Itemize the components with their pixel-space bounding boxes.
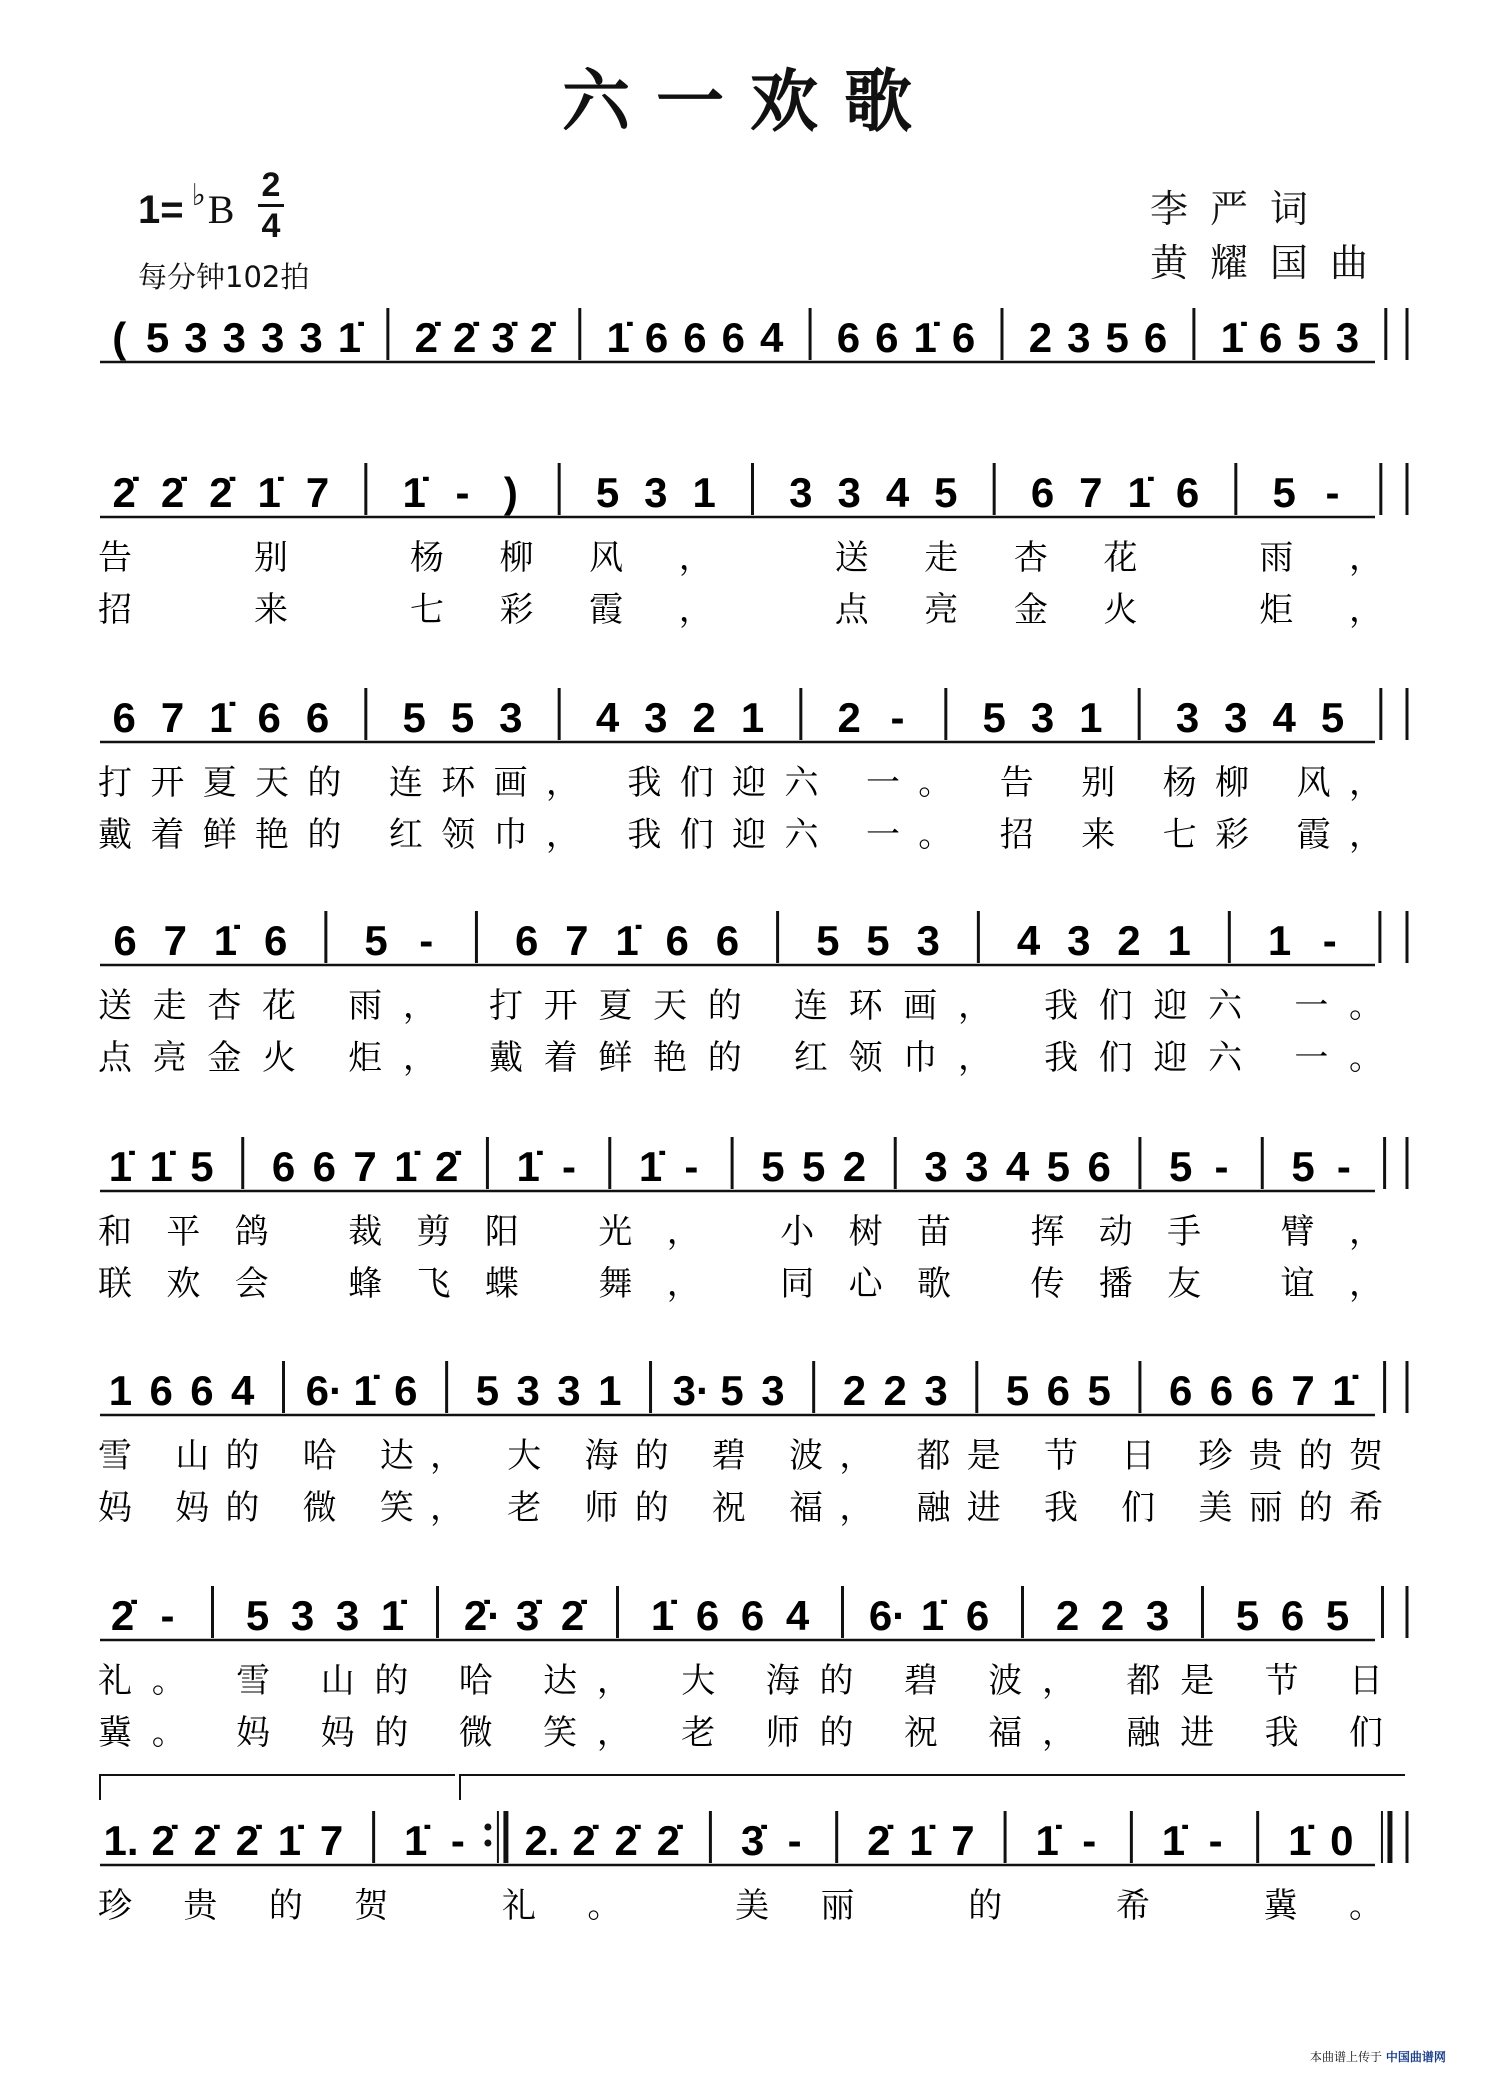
note: 2̇ [151, 1817, 175, 1864]
note: 1̇ [1332, 1367, 1356, 1414]
note: 2 [692, 694, 716, 741]
note: 6 [1143, 314, 1168, 361]
footer-site: 中国曲谱网 [1385, 2050, 1446, 2064]
note: 3 [837, 469, 861, 516]
dash-note: - [1082, 1817, 1097, 1864]
note: 1 [1079, 694, 1103, 741]
note: 3· [672, 1367, 711, 1414]
note: ( [112, 314, 127, 361]
note: 7 [1291, 1367, 1315, 1414]
note: 1̇ [353, 1367, 377, 1414]
note: 5 [982, 694, 1006, 741]
note: 4 [760, 314, 784, 361]
note: 3 [916, 917, 940, 964]
note: 2̇ [560, 1592, 585, 1639]
song-title: 六一欢歌 [561, 63, 938, 142]
note: 1̇ [213, 917, 238, 964]
note: 2 [1100, 1592, 1125, 1639]
dash-note: - [419, 917, 434, 964]
note: 7 [160, 694, 185, 741]
volta-bracket [100, 1775, 455, 1800]
note: 1̇ [257, 469, 281, 516]
note: 2̇· [463, 1592, 502, 1639]
dash-note: - [787, 1817, 802, 1864]
time-signature-top: 2 [261, 166, 281, 204]
note: 5 [816, 917, 840, 964]
note: 6 [305, 694, 330, 741]
note: 2̇ [112, 469, 136, 516]
note: 6 [965, 1592, 990, 1639]
note: 1̇ [1220, 314, 1244, 361]
note: 2̇ [452, 314, 477, 361]
lyric-line: 妈 妈的 微 笑， 老 师的 祝 福， 融进 我 们 美丽的希 [98, 1488, 1384, 1528]
note: 6 [1046, 1367, 1071, 1414]
dash-note: - [1208, 1817, 1223, 1864]
note: 5 [1087, 1367, 1111, 1414]
note: 1 [740, 694, 765, 741]
note: 3 [261, 314, 285, 361]
composer-credit: 黄耀国曲 [1150, 241, 1391, 285]
note: 1̇ [277, 1817, 302, 1864]
note: 1̇ [380, 1592, 405, 1639]
note: 6 [113, 917, 137, 964]
note: 5 [1105, 314, 1129, 361]
note: 5 [1325, 1592, 1350, 1639]
note: 1̇ [404, 1817, 428, 1864]
note: 5 [475, 1367, 500, 1414]
note: 3 [290, 1592, 315, 1639]
note: 6 [740, 1592, 765, 1639]
note: 2. [524, 1817, 560, 1864]
note: 6 [257, 694, 281, 741]
note: 3 [1067, 917, 1091, 964]
note: 3 [516, 1367, 540, 1414]
lyricist-credit: 李严词 [1150, 187, 1331, 231]
note: 2 [1055, 1592, 1080, 1639]
note: 5 [1272, 469, 1296, 516]
note: 1̇ [920, 1592, 945, 1639]
note: 6 [1250, 1367, 1274, 1414]
note: 4 [1272, 694, 1296, 741]
note: 3 [557, 1367, 581, 1414]
note: 5 [595, 469, 620, 516]
note: 5 [801, 1143, 826, 1190]
note: 6 [1175, 469, 1200, 516]
note: 1̇ [209, 694, 233, 741]
note: 2 [842, 1367, 867, 1414]
note: 5 [145, 314, 170, 361]
note: 2̇ [110, 1592, 135, 1639]
note: 7 [565, 917, 589, 964]
note: 7 [305, 469, 330, 516]
note: ) [503, 469, 518, 516]
note: 4 [1005, 1143, 1030, 1190]
note: 7 [1079, 469, 1103, 516]
lyric-line: 告 别 杨柳风， 送走杏花 雨， [98, 538, 1383, 578]
lyric-line: 礼。 雪 山的 哈 达， 大 海的 碧 波， 都是 节 日 [98, 1661, 1383, 1701]
note: 4 [1016, 917, 1041, 964]
note: 6 [1169, 1367, 1193, 1414]
lyric-line: 联欢会 蜂飞蝶 舞， 同心歌 传播友 谊， [98, 1264, 1383, 1304]
note: 2̇ [434, 1143, 459, 1190]
note: 5 [1169, 1143, 1193, 1190]
dash-note: - [1214, 1143, 1229, 1190]
note: 3̇ [491, 314, 515, 361]
tempo-marking: 每分钟102拍 [138, 260, 310, 294]
note: 1̇ [108, 1143, 133, 1190]
key-prefix: 1= [138, 188, 184, 232]
note: 2̇ [572, 1817, 596, 1864]
note: 5 [1005, 1367, 1030, 1414]
note: 6 [271, 1143, 296, 1190]
note: 6 [721, 314, 745, 361]
note: 6 [312, 1143, 336, 1190]
note: 3 [644, 469, 668, 516]
note: 1̇ [913, 314, 937, 361]
note: 3 [965, 1143, 989, 1190]
note: 6 [112, 694, 136, 741]
note: 1 [692, 469, 716, 516]
upload-footer [1310, 2048, 1446, 2065]
note: 1 [108, 1367, 133, 1414]
note: 5 [866, 917, 890, 964]
note: 4 [885, 469, 910, 516]
note: 1̇ [1035, 1817, 1059, 1864]
volta-bracket [460, 1775, 1405, 1800]
lyric-line: 招 来 七彩霞， 点亮金火 炬， [98, 590, 1383, 630]
note: 7 [951, 1817, 975, 1864]
note: 5 [761, 1143, 785, 1190]
repeat-dot [484, 1840, 491, 1847]
note: 3 [924, 1367, 948, 1414]
note: 2 [883, 1367, 907, 1414]
note: 6 [683, 314, 707, 361]
note: 5 [402, 694, 426, 741]
note: 7 [163, 917, 187, 964]
note: 5 [190, 1143, 214, 1190]
dash-note: - [890, 694, 905, 741]
flat-sign: ♭ [191, 178, 206, 213]
note: 4 [595, 694, 620, 741]
time-signature-bottom: 4 [261, 207, 281, 245]
dash-note: - [160, 1592, 175, 1639]
repeat-dot [484, 1824, 491, 1831]
note: 1̇ [606, 314, 630, 361]
note: 3 [1335, 314, 1360, 361]
footer-text: 本曲谱上传于 [1310, 2050, 1383, 2064]
note: 6 [1030, 469, 1055, 516]
lyric-line: 雪 山的 哈 达， 大 海的 碧 波， 都是 节 日 珍贵的贺 [98, 1436, 1384, 1476]
note: 5 [1291, 1143, 1315, 1190]
dash-note: - [561, 1143, 576, 1190]
note: 3 [1224, 694, 1248, 741]
note: 5 [934, 469, 958, 516]
note: 3 [761, 1367, 785, 1414]
note: 3 [644, 694, 668, 741]
note: 3 [1175, 694, 1200, 741]
note: 6 [1280, 1592, 1305, 1639]
note: 3 [789, 469, 813, 516]
note: 3 [924, 1143, 948, 1190]
note: 6 [644, 314, 669, 361]
note: 3̇ [515, 1592, 540, 1639]
note: 3 [1067, 314, 1091, 361]
note: 4 [231, 1367, 255, 1414]
lyric-line: 和平鸽 裁剪阳 光， 小树苗 挥动手 臂， [98, 1212, 1383, 1252]
note: 2 [842, 1143, 867, 1190]
note: 1̇ [149, 1143, 173, 1190]
dash-note: - [450, 1817, 465, 1864]
note: 1̇ [394, 1143, 418, 1190]
note: 3 [335, 1592, 360, 1639]
note: 3̇ [740, 1817, 765, 1864]
lyric-line: 送走杏花 雨， 打开夏天的 连环画， 我们迎六 一。 [98, 986, 1383, 1026]
note: 2̇ [614, 1817, 638, 1864]
note: 1 [1167, 917, 1191, 964]
note: 6· [868, 1592, 907, 1639]
lyric-line: 戴着鲜艳的 红领巾， 我们迎六 一。 招 来 七彩 霞， [98, 815, 1383, 855]
note: 0 [1330, 1817, 1354, 1864]
note: 2̇ [209, 469, 233, 516]
note: 5 [1320, 694, 1345, 741]
note: 5 [1235, 1592, 1260, 1639]
lyric-line: 珍贵的贺 礼。 美丽 的 希 冀。 [98, 1886, 1383, 1926]
note: 1̇ [337, 314, 362, 361]
note: 6 [836, 314, 861, 361]
lyric-line: 点亮金火 炬， 戴着鲜艳的 红领巾， 我们迎六 一。 [98, 1038, 1383, 1078]
note: 2 [837, 694, 861, 741]
note: 1̇ [1288, 1817, 1312, 1864]
dash-note: - [1322, 917, 1337, 964]
note: 1̇ [909, 1817, 933, 1864]
note: 6· [305, 1367, 343, 1414]
note: 6 [1209, 1367, 1234, 1414]
note: 1̇ [615, 917, 639, 964]
lyric-line: 打开夏天的 连环画， 我们迎六 一。 告 别 杨柳 风， [98, 763, 1383, 803]
note: 1̇ [1127, 469, 1151, 516]
dash-note: - [455, 469, 470, 516]
note: 2̇ [193, 1817, 217, 1864]
note: 5 [1046, 1143, 1071, 1190]
note: 3 [222, 314, 247, 361]
note: 6 [951, 314, 976, 361]
note: 2̇ [529, 314, 554, 361]
note: 1̇ [516, 1143, 540, 1190]
note: 1̇ [1161, 1817, 1186, 1864]
note: 3 [184, 314, 208, 361]
note: 6 [875, 314, 899, 361]
dash-note: - [684, 1143, 699, 1190]
note: 1 [1267, 917, 1292, 964]
key-note: B [207, 187, 235, 232]
note: 1̇ [402, 469, 426, 516]
note: 6 [715, 917, 740, 964]
note: 5 [450, 694, 475, 741]
note: 3 [499, 694, 523, 741]
note: 6 [1087, 1143, 1111, 1190]
note: 6 [263, 917, 288, 964]
note: 6 [190, 1367, 214, 1414]
note: 1 [598, 1367, 622, 1414]
note: 7 [353, 1143, 377, 1190]
note: 4 [785, 1592, 810, 1639]
note: 5 [1297, 314, 1321, 361]
note: 2 [1117, 917, 1141, 964]
note: 2̇ [656, 1817, 680, 1864]
note: 7 [319, 1817, 344, 1864]
dash-note: - [1336, 1143, 1351, 1190]
note: 1̇ [638, 1143, 663, 1190]
note: 1̇ [650, 1592, 675, 1639]
lyric-line: 冀。 妈 妈的 微 笑， 老 师的 祝 福， 融进 我 们 [98, 1713, 1383, 1753]
note: 6 [394, 1367, 418, 1414]
note: 5 [720, 1367, 744, 1414]
note: 1. [103, 1817, 139, 1864]
note: 5 [245, 1592, 270, 1639]
note: 2̇ [414, 314, 438, 361]
note: 3 [1145, 1592, 1170, 1639]
note: 2̇ [867, 1817, 891, 1864]
note: 2̇ [160, 469, 185, 516]
note: 6 [514, 917, 539, 964]
dash-note: - [1325, 469, 1340, 516]
note: 6 [665, 917, 689, 964]
note: 5 [364, 917, 388, 964]
note: 6 [1258, 314, 1283, 361]
note: 3 [1030, 694, 1055, 741]
note: 2 [1028, 314, 1053, 361]
note: 6 [149, 1367, 173, 1414]
note: 3 [299, 314, 323, 361]
note: 6 [695, 1592, 720, 1639]
note: 2̇ [235, 1817, 260, 1864]
